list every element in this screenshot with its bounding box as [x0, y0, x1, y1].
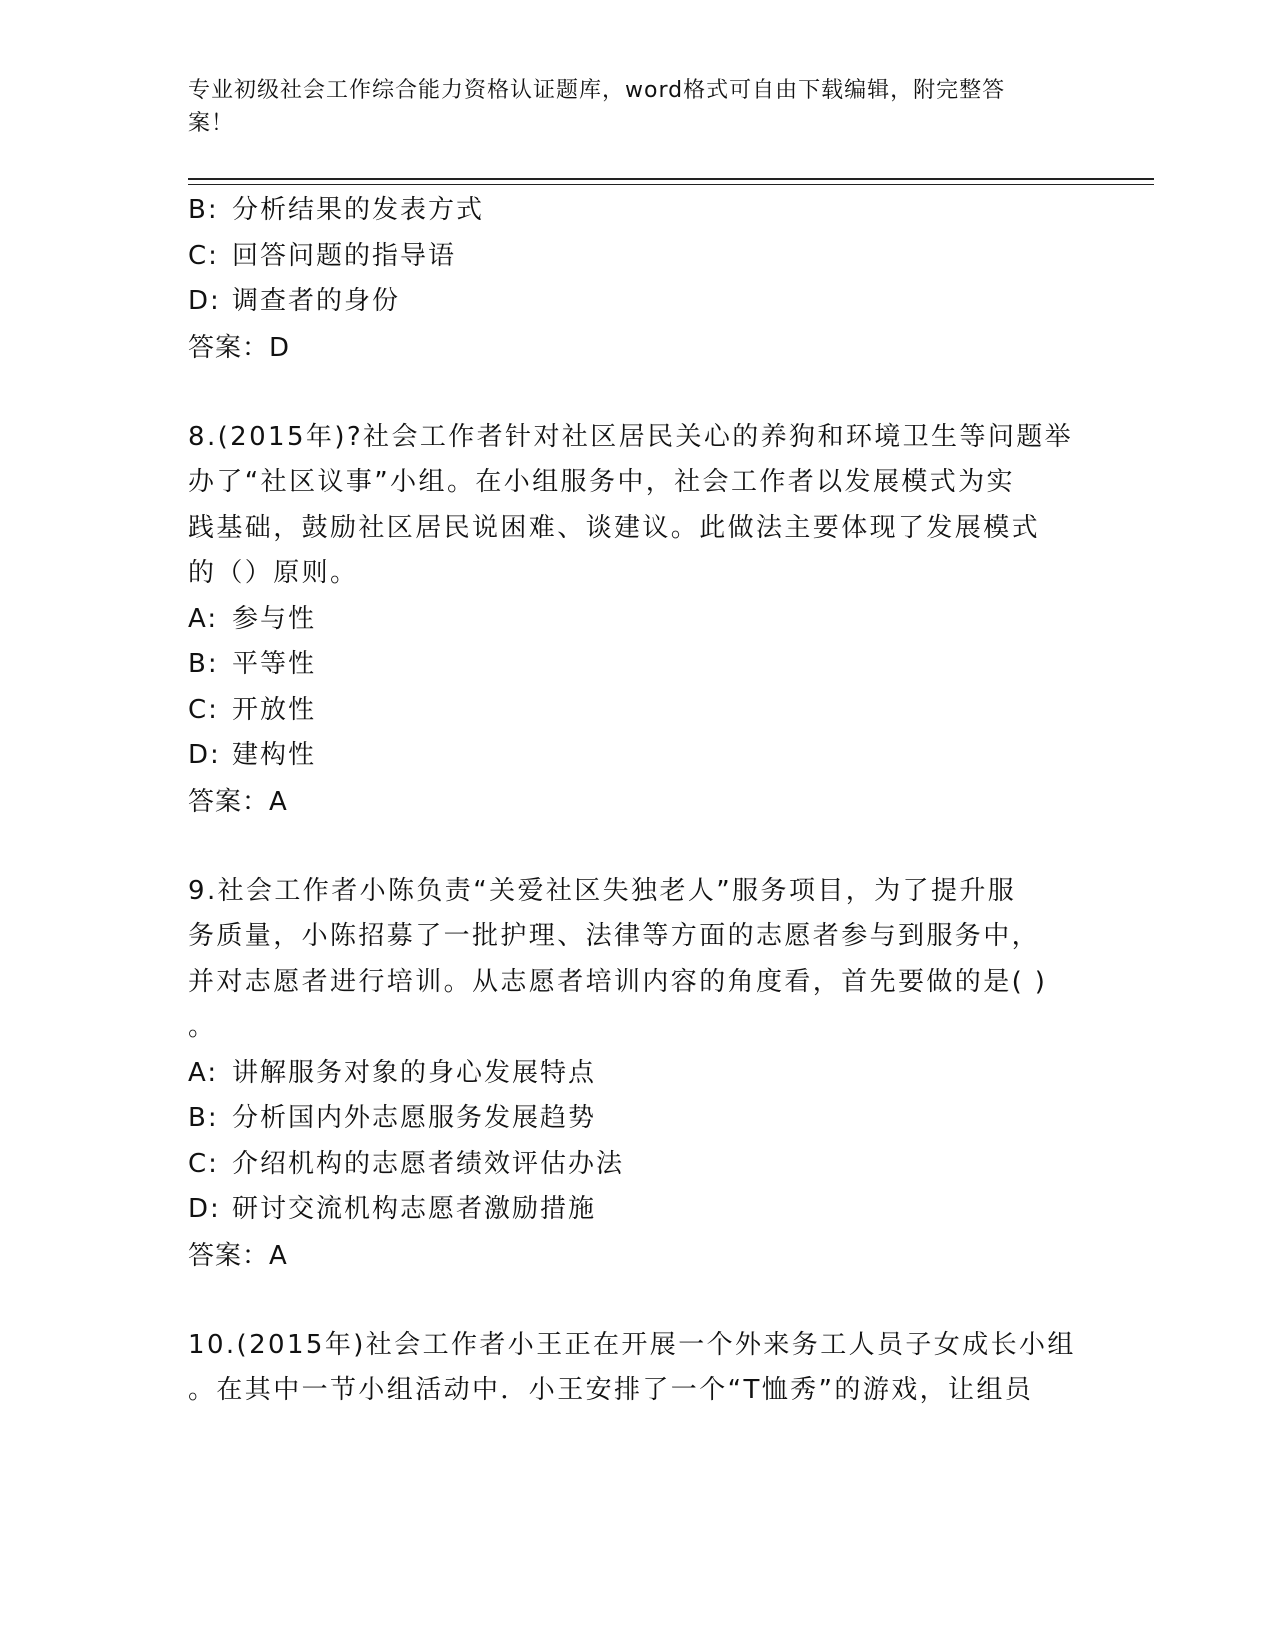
option-a: [188, 1051, 1088, 1097]
stem-line: 10.(2015年)社会工作者小王正在开展一个外来务工人员子女成长小组: [188, 1329, 1076, 1360]
option-text: 讲解服务对象的身心发展特点: [232, 1057, 597, 1088]
option-text: 平等性: [232, 649, 317, 679]
option-d: [188, 1187, 1088, 1233]
answer: 答案：A: [188, 786, 288, 817]
option-d: [188, 733, 1088, 779]
option-key: C:: [188, 240, 219, 271]
option-key: D:: [188, 1194, 221, 1224]
stem-line: 务质量，小陈招募了一批护理、法律等方面的志愿者参与到服务中，: [188, 921, 1041, 951]
question-stem: [188, 1323, 1088, 1414]
option-text: 回答问题的指导语: [232, 240, 457, 271]
option-key: B:: [188, 1103, 219, 1133]
option-key: A:: [188, 603, 219, 634]
spacer: [188, 825, 1088, 869]
option-text: 参与性: [232, 603, 317, 634]
option-c: [188, 234, 1088, 280]
option-key: B:: [188, 195, 219, 225]
option-d: [188, 279, 1088, 325]
option-text: 调查者的身份: [232, 286, 401, 316]
option-text: 介绍机构的志愿者绩效评估办法: [232, 1148, 625, 1179]
header-divider-thick: [188, 178, 1154, 180]
option-b: [188, 642, 1088, 688]
question-10: [188, 1323, 1088, 1414]
question-8: [188, 415, 1088, 825]
stem-line: 。在其中一节小组活动中．小王安排了一个“T恤秀”的游戏，让组员: [188, 1375, 1034, 1405]
header-divider-thin: [188, 184, 1154, 185]
header-line-2: 案！: [188, 111, 235, 136]
option-a: [188, 597, 1088, 643]
option-text: 分析结果的发表方式: [232, 195, 485, 225]
question-stem: [188, 415, 1088, 597]
option-text: 分析国内外志愿服务发展趋势: [232, 1103, 597, 1133]
option-key: C:: [188, 1148, 219, 1179]
option-text: 建构性: [232, 740, 317, 770]
question-stem: [188, 869, 1088, 1051]
header-line-1: 专业初级社会工作综合能力资格认证题库，word格式可自由下载编辑，附完整答: [188, 78, 1006, 103]
answer: 答案：D: [188, 332, 291, 363]
spacer: [188, 371, 1088, 415]
option-b: [188, 188, 1088, 234]
stem-line: 的（）原则。: [188, 558, 359, 588]
stem-line: 。: [188, 1012, 217, 1042]
option-text: 研讨交流机构志愿者激励措施: [232, 1194, 597, 1224]
option-b: [188, 1096, 1088, 1142]
option-key: D:: [188, 740, 221, 770]
option-key: C:: [188, 694, 219, 725]
stem-line: 践基础，鼓励社区居民说困难、谈建议。此做法主要体现了发展模式: [188, 512, 1041, 543]
question-7: [188, 188, 1088, 371]
stem-line: 办了“社区议事”小组。在小组服务中，社会工作者以发展模式为实: [188, 467, 1015, 497]
stem-line: 9.社会工作者小陈负责“关爱社区失独老人”服务项目，为了提升服: [188, 875, 1017, 906]
page-header: [188, 74, 1068, 140]
option-c: [188, 1142, 1088, 1188]
stem-line: 8.(2015年)?社会工作者针对社区居民关心的养狗和环境卫生等问题举: [188, 421, 1074, 452]
option-key: D:: [188, 286, 221, 316]
question-content: [188, 188, 1088, 1414]
option-c: [188, 688, 1088, 734]
stem-line: 并对志愿者进行培训。从志愿者培训内容的角度看，首先要做的是( ): [188, 966, 1048, 997]
option-text: 开放性: [232, 694, 317, 725]
option-key: B:: [188, 649, 219, 679]
spacer: [188, 1279, 1088, 1323]
question-9: [188, 869, 1088, 1279]
option-key: A:: [188, 1057, 219, 1088]
answer: 答案：A: [188, 1240, 288, 1271]
